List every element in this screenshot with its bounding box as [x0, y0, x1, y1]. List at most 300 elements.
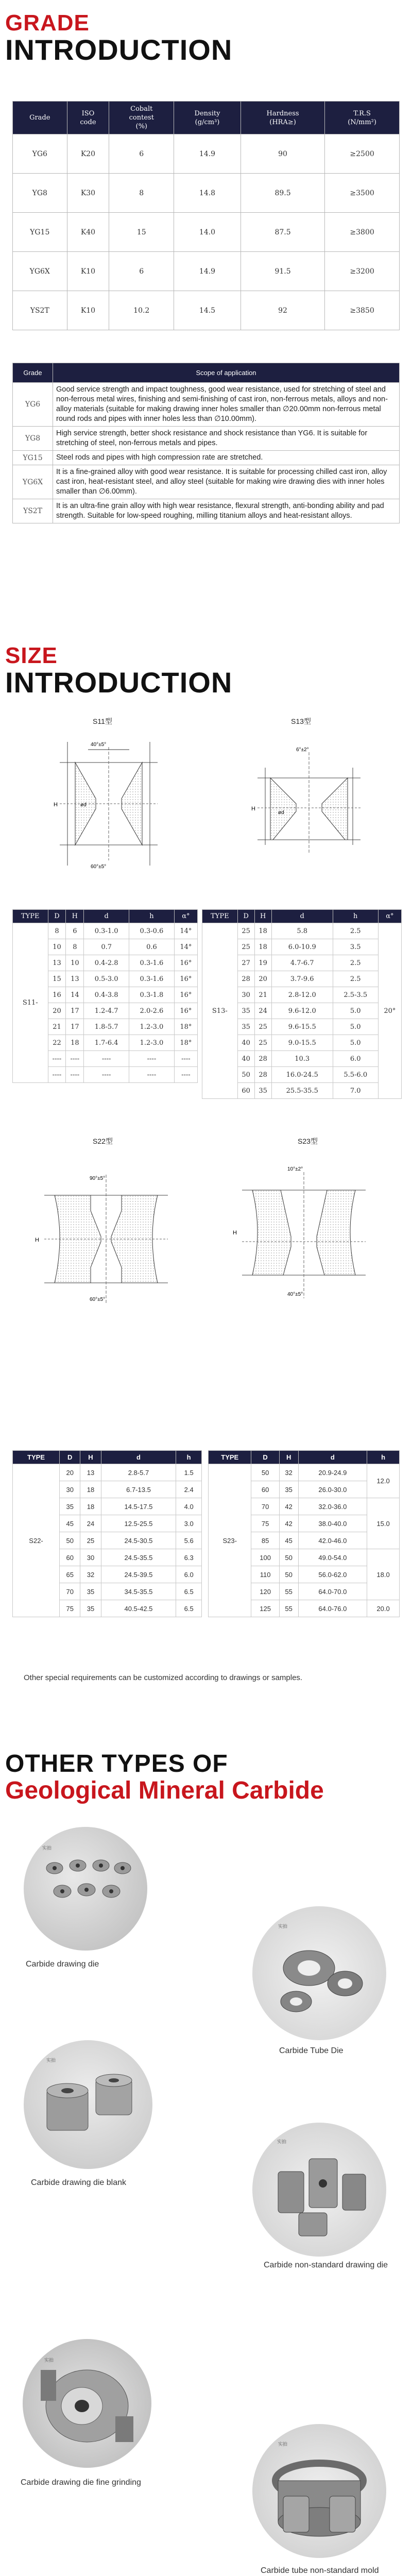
- table-cell: ----: [84, 1051, 129, 1067]
- grade-cell: YG6X: [13, 465, 53, 499]
- table-cell: 35: [254, 1083, 271, 1099]
- table-cell: 60: [237, 1083, 254, 1099]
- table-cell: 56.0-62.0: [298, 1566, 367, 1583]
- table-cell: 18: [254, 923, 271, 939]
- table-cell: 6.7-13.5: [101, 1481, 176, 1498]
- column-header: d: [84, 910, 129, 923]
- s23-table: [208, 1450, 400, 1617]
- table-cell: 2.8-12.0: [271, 987, 333, 1003]
- table-cell: 0.4-2.8: [84, 955, 129, 971]
- table-cell: 14: [66, 987, 84, 1003]
- table-cell: 87.5: [241, 213, 324, 252]
- table-cell: 20: [254, 971, 271, 987]
- application-table: [12, 363, 400, 523]
- table-row: [13, 291, 400, 330]
- grade-table-header: [13, 101, 400, 134]
- table-cell: 6: [66, 923, 84, 939]
- table-cell: 25: [237, 939, 254, 955]
- table-cell: 110: [251, 1566, 279, 1583]
- s11-table-body: [13, 923, 198, 1083]
- column-header: ISO code: [67, 101, 109, 134]
- table-cell: ----: [48, 1067, 66, 1083]
- table-cell: 20: [60, 1464, 80, 1481]
- column-header: Grade: [13, 363, 53, 383]
- table-cell: 27: [237, 955, 254, 971]
- table-cell: YG8: [13, 174, 67, 213]
- s23-table-header: [209, 1451, 400, 1464]
- s22-table-header: [13, 1451, 202, 1464]
- table-cell: 7.0: [333, 1083, 378, 1099]
- table-cell: YG6: [13, 134, 67, 174]
- table-cell: 17: [66, 1019, 84, 1035]
- column-header: TYPE: [202, 910, 238, 923]
- table-cell: 18: [254, 939, 271, 955]
- other-title-red: Geological Mineral Carbide: [5, 1777, 324, 1804]
- table-cell: 9.0-15.5: [271, 1035, 333, 1051]
- column-header: h: [367, 1451, 400, 1464]
- table-cell: 1.5: [176, 1464, 202, 1481]
- table-cell: 92: [241, 291, 324, 330]
- s23-dim-h: H: [233, 1230, 237, 1236]
- column-header: Density (g/cm³): [174, 101, 241, 134]
- table-cell: 45: [60, 1515, 80, 1532]
- application-table-header: [13, 363, 400, 383]
- product-photo: [24, 2040, 152, 2169]
- table-cell: 2.5: [333, 971, 378, 987]
- table-cell: 2.5: [333, 955, 378, 971]
- table-cell: 20: [48, 1003, 66, 1019]
- product-drawing-die: [19, 1824, 152, 1978]
- scope-cell: High service strength, better shock resistance and shock resistance than YG6. It is suitable for stretching of steel, non-ferrous metals and pipes.: [53, 427, 400, 451]
- column-header: D: [60, 1451, 80, 1464]
- column-header: D: [251, 1451, 279, 1464]
- table-row: [13, 451, 400, 465]
- grade-table: [12, 101, 400, 330]
- table-row: [202, 923, 402, 939]
- grade-cell: YG6: [13, 383, 53, 427]
- table-cell: K40: [67, 213, 109, 252]
- s13-dim-h: H: [251, 806, 255, 812]
- table-row: [13, 174, 400, 213]
- alpha-cell: ----: [174, 1051, 197, 1067]
- application-table-body: [13, 383, 400, 523]
- s11-table: [12, 909, 198, 1083]
- table-cell: 55: [279, 1600, 298, 1617]
- alpha-cell: 16°: [174, 971, 197, 987]
- table-cell: 30: [60, 1481, 80, 1498]
- table-cell: 18: [80, 1481, 101, 1498]
- column-header: α°: [378, 910, 401, 923]
- table-cell: 89.5: [241, 174, 324, 213]
- table-cell: ≥3800: [325, 213, 400, 252]
- table-cell: 24: [254, 1003, 271, 1019]
- table-cell: 70: [60, 1583, 80, 1600]
- table-cell: 14.8: [174, 174, 241, 213]
- s23-diagram: [227, 1159, 381, 1314]
- other-title-black: OTHER TYPES OF: [5, 1750, 228, 1777]
- s22-table: [12, 1450, 202, 1617]
- column-header: TYPE: [13, 1451, 60, 1464]
- table-row: [13, 252, 400, 291]
- s11-diagram: [39, 732, 173, 881]
- scope-cell: It is an ultra-fine grain alloy with high wear resistance, flexural strength, anti-bonding ability and pad strength. Suitable for low-speed roughing, milling titanium alloys and heat-resistant alloys.: [53, 499, 400, 523]
- s13-dim-d: ød: [278, 810, 284, 816]
- table-cell: 6: [109, 134, 174, 174]
- table-cell: 1.2-3.0: [129, 1035, 175, 1051]
- product-photo: [252, 2123, 386, 2257]
- product-tag: 实拍: [277, 2139, 287, 2144]
- table-cell: 25.5-35.5: [271, 1083, 333, 1099]
- table-cell: 0.3-1.0: [84, 923, 129, 939]
- table-row: [13, 427, 400, 451]
- table-cell: 35: [80, 1600, 101, 1617]
- table-cell: 120: [251, 1583, 279, 1600]
- table-cell: 5.6: [176, 1532, 202, 1549]
- table-cell: 50: [60, 1532, 80, 1549]
- table-cell: 9.6-15.5: [271, 1019, 333, 1035]
- table-cell: 21: [48, 1019, 66, 1035]
- table-cell: 32: [80, 1566, 101, 1583]
- alpha-cell: 16°: [174, 955, 197, 971]
- table-cell: 16.0-24.5: [271, 1067, 333, 1083]
- s11-label: S11型: [93, 717, 112, 725]
- table-row: [209, 1464, 400, 1481]
- table-cell: 10.2: [109, 291, 174, 330]
- table-cell: 28: [254, 1051, 271, 1067]
- h-cell: 15.0: [367, 1498, 400, 1549]
- table-cell: 1.2-4.7: [84, 1003, 129, 1019]
- alpha-cell: 14°: [174, 923, 197, 939]
- table-cell: 35: [237, 1003, 254, 1019]
- scope-cell: Steel rods and pipes with high compression rate are stretched.: [53, 451, 400, 465]
- column-header: d: [271, 910, 333, 923]
- table-cell: 24.5-39.5: [101, 1566, 176, 1583]
- table-cell: 40.5-42.5: [101, 1600, 176, 1617]
- s23-angle-top: 10°±2°: [287, 1166, 303, 1172]
- table-cell: 60: [60, 1549, 80, 1566]
- table-cell: 30: [80, 1549, 101, 1566]
- table-cell: 9.6-12.0: [271, 1003, 333, 1019]
- table-cell: 50: [251, 1464, 279, 1481]
- alpha-cell: 16°: [174, 987, 197, 1003]
- table-cell: 35: [80, 1583, 101, 1600]
- table-cell: 25: [237, 923, 254, 939]
- table-cell: 5.0: [333, 1003, 378, 1019]
- table-cell: K10: [67, 252, 109, 291]
- s23-table-body: [209, 1464, 400, 1617]
- table-cell: 5.0: [333, 1019, 378, 1035]
- table-cell: 24.5-35.5: [101, 1549, 176, 1566]
- table-cell: 65: [60, 1566, 80, 1583]
- table-cell: 25: [254, 1035, 271, 1051]
- table-cell: 40: [237, 1051, 254, 1067]
- grade-cell: YG8: [13, 427, 53, 451]
- table-cell: 14.5-17.5: [101, 1498, 176, 1515]
- table-cell: 3.5: [333, 939, 378, 955]
- table-cell: YG6X: [13, 252, 67, 291]
- alpha-cell: 18°: [174, 1019, 197, 1035]
- product-caption: Carbide non-standard drawing die: [264, 2261, 388, 2269]
- product-fine-grinding: [15, 2339, 160, 2499]
- table-cell: 8: [109, 174, 174, 213]
- column-header: T.R.S (N/mm²): [325, 101, 400, 134]
- table-cell: 42.0-46.0: [298, 1532, 367, 1549]
- product-caption: Carbide drawing die fine grinding: [21, 2478, 141, 2487]
- table-cell: 21: [254, 987, 271, 1003]
- product-caption: Carbide tube non-standard mold: [261, 2566, 379, 2575]
- table-row: [13, 213, 400, 252]
- table-cell: 6.5: [176, 1583, 202, 1600]
- table-cell: 0.5-3.0: [84, 971, 129, 987]
- table-cell: 75: [251, 1515, 279, 1532]
- table-cell: ----: [129, 1051, 175, 1067]
- table-cell: 6.3: [176, 1549, 202, 1566]
- table-cell: 25: [254, 1019, 271, 1035]
- table-cell: 64.0-76.0: [298, 1600, 367, 1617]
- table-cell: 85: [251, 1532, 279, 1549]
- table-cell: 6.0-10.9: [271, 939, 333, 955]
- table-cell: 2.4: [176, 1481, 202, 1498]
- table-cell: 125: [251, 1600, 279, 1617]
- s22-dim-h: H: [35, 1237, 39, 1243]
- s22-angle-bottom: 60°±5°: [90, 1297, 106, 1302]
- table-cell: 1.7-6.4: [84, 1035, 129, 1051]
- table-cell: K30: [67, 174, 109, 213]
- table-cell: 91.5: [241, 252, 324, 291]
- table-cell: ----: [84, 1067, 129, 1083]
- s23-label: S23型: [298, 1137, 318, 1145]
- table-cell: 22: [48, 1035, 66, 1051]
- table-cell: 20.9-24.9: [298, 1464, 367, 1481]
- type-cell: S22-: [13, 1464, 60, 1617]
- table-cell: 6.5: [176, 1600, 202, 1617]
- column-header: Scope of application: [53, 363, 400, 383]
- table-cell: 50: [279, 1549, 298, 1566]
- column-header: Hardness (HRA≥): [241, 101, 324, 134]
- table-cell: 45: [279, 1532, 298, 1549]
- table-cell: 12.5-25.5: [101, 1515, 176, 1532]
- column-header: d: [101, 1451, 176, 1464]
- product-tag: 实拍: [278, 1924, 288, 1929]
- table-cell: 10: [48, 939, 66, 955]
- s11-table-header: [13, 910, 198, 923]
- column-header: h: [333, 910, 378, 923]
- alpha-cell: 16°: [174, 1003, 197, 1019]
- s11-angle-top: 40°±5°: [91, 742, 107, 748]
- table-cell: 0.3-1.6: [129, 955, 175, 971]
- table-cell: 35: [279, 1481, 298, 1498]
- s13-angle-top: 6°±2°: [296, 747, 309, 753]
- table-cell: 0.4-3.8: [84, 987, 129, 1003]
- custom-note: Other special requirements can be customized according to drawings or samples.: [24, 1673, 303, 1682]
- table-cell: 13: [48, 955, 66, 971]
- product-photo: [252, 2424, 386, 2558]
- column-header: Grade: [13, 101, 67, 134]
- table-cell: 5.0: [333, 1035, 378, 1051]
- type-cell: S11-: [13, 923, 48, 1083]
- product-tag: 实拍: [278, 2442, 288, 2447]
- table-cell: 10.3: [271, 1051, 333, 1067]
- table-cell: 0.3-1.8: [129, 987, 175, 1003]
- table-row: [13, 1464, 202, 1481]
- table-cell: YG15: [13, 213, 67, 252]
- table-cell: K20: [67, 134, 109, 174]
- table-cell: 49.0-54.0: [298, 1549, 367, 1566]
- s22-angle-top: 90°±5°: [90, 1176, 106, 1181]
- s11-angle-bottom: 60°±5°: [91, 864, 107, 870]
- type-cell: S23-: [209, 1464, 251, 1617]
- table-cell: ≥2500: [325, 134, 400, 174]
- product-non-standard-drawing-die: [244, 2123, 399, 2277]
- product-tag: 实拍: [46, 2058, 56, 2063]
- table-cell: 3.0: [176, 1515, 202, 1532]
- table-cell: ≥3850: [325, 291, 400, 330]
- table-cell: 4.7-6.7: [271, 955, 333, 971]
- table-cell: ----: [48, 1051, 66, 1067]
- table-cell: 1.8-5.7: [84, 1019, 129, 1035]
- table-cell: 14.0: [174, 213, 241, 252]
- size-title-black: INTRODUCTION: [5, 666, 233, 699]
- product-photo: [252, 1906, 386, 2040]
- grade-title-red: GRADE: [5, 10, 90, 36]
- table-cell: 1.2-3.0: [129, 1019, 175, 1035]
- s22-label: S22型: [93, 1137, 113, 1145]
- alpha-cell: 20°: [378, 923, 401, 1099]
- s23-angle-bottom: 40°±5°: [287, 1292, 303, 1297]
- scope-cell: It is a fine-grained alloy with good wear resistance. It is suitable for processing chilled cast iron, alloy cast iron, heat-resistant steel, and alloy steel (suitable for making wire drawing dies with inner holes smaller than ∅6.00mm).: [53, 465, 400, 499]
- table-cell: 13: [66, 971, 84, 987]
- product-tag: 实拍: [42, 1845, 52, 1851]
- table-cell: 75: [60, 1600, 80, 1617]
- grade-title-black: INTRODUCTION: [5, 33, 233, 66]
- column-header: Cobalt contest (%): [109, 101, 174, 134]
- table-cell: 5.8: [271, 923, 333, 939]
- table-cell: ----: [66, 1051, 84, 1067]
- h-cell: 18.0: [367, 1549, 400, 1600]
- table-cell: 34.5-35.5: [101, 1583, 176, 1600]
- table-cell: 90: [241, 134, 324, 174]
- table-cell: 35: [237, 1019, 254, 1035]
- grade-heading: [5, 11, 232, 65]
- table-cell: 42: [279, 1515, 298, 1532]
- product-photo: [23, 2339, 151, 2468]
- product-tube-die: [242, 1906, 397, 2061]
- table-cell: 35: [60, 1498, 80, 1515]
- column-header: H: [279, 1451, 298, 1464]
- s11-dim-d: ød: [80, 802, 87, 808]
- table-cell: 0.7: [84, 939, 129, 955]
- table-cell: 50: [237, 1067, 254, 1083]
- s13-table: [202, 909, 402, 1099]
- table-cell: 26.0-30.0: [298, 1481, 367, 1498]
- column-header: TYPE: [209, 1451, 251, 1464]
- table-cell: 55: [279, 1583, 298, 1600]
- table-cell: 28: [254, 1067, 271, 1083]
- table-cell: 2.0-2.6: [129, 1003, 175, 1019]
- size-title-red: SIZE: [5, 643, 58, 668]
- table-cell: 60: [251, 1481, 279, 1498]
- s13-table-body: [202, 923, 402, 1099]
- s22-table-body: [13, 1464, 202, 1617]
- column-header: d: [298, 1451, 367, 1464]
- table-row: [13, 923, 198, 939]
- column-header: h: [176, 1451, 202, 1464]
- other-heading: [5, 1751, 324, 1804]
- table-cell: 38.0-40.0: [298, 1515, 367, 1532]
- table-cell: 32.0-36.0: [298, 1498, 367, 1515]
- table-cell: 6.0: [333, 1051, 378, 1067]
- table-cell: 15: [48, 971, 66, 987]
- scope-cell: Good service strength and impact toughness, good wear resistance, used for stretching of steel and non-ferrous metal wires, finishing and semi-finishing of cast iron, non-ferrous metals, alloys and non-alloy materials (suitable for making drawing inner holes smaller than ∅20.00mm non-ferrous metal round rods and pipes with inner holes less than ∅10.00mm).: [53, 383, 400, 427]
- table-cell: ≥3200: [325, 252, 400, 291]
- grade-cell: YG15: [13, 451, 53, 465]
- table-cell: 42: [279, 1498, 298, 1515]
- s22-diagram: [29, 1159, 183, 1314]
- table-cell: 8: [48, 923, 66, 939]
- table-cell: 15: [109, 213, 174, 252]
- table-cell: 4.0: [176, 1498, 202, 1515]
- table-cell: 24.5-30.5: [101, 1532, 176, 1549]
- table-cell: 28: [237, 971, 254, 987]
- alpha-cell: 14°: [174, 939, 197, 955]
- column-header: D: [237, 910, 254, 923]
- type-cell: S13-: [202, 923, 238, 1099]
- product-tube-non-standard-mold: [242, 2424, 397, 2576]
- table-cell: 100: [251, 1549, 279, 1566]
- table-row: [13, 499, 400, 523]
- alpha-cell: 18°: [174, 1035, 197, 1051]
- product-caption: Carbide drawing die blank: [31, 2178, 126, 2187]
- table-row: [13, 134, 400, 174]
- table-cell: 17: [66, 1003, 84, 1019]
- table-cell: ----: [66, 1067, 84, 1083]
- table-cell: 14.9: [174, 134, 241, 174]
- alpha-cell: ----: [174, 1067, 197, 1083]
- product-caption: Carbide Tube Die: [279, 2046, 344, 2055]
- table-cell: 5.5-6.0: [333, 1067, 378, 1083]
- table-cell: 0.3-1.6: [129, 971, 175, 987]
- column-header: D: [48, 910, 66, 923]
- table-cell: 24: [80, 1515, 101, 1532]
- table-cell: 0.6: [129, 939, 175, 955]
- h-cell: 12.0: [367, 1464, 400, 1498]
- column-header: H: [254, 910, 271, 923]
- column-header: α°: [174, 910, 197, 923]
- table-cell: 18: [66, 1035, 84, 1051]
- table-cell: 6: [109, 252, 174, 291]
- table-cell: 19: [254, 955, 271, 971]
- column-header: H: [80, 1451, 101, 1464]
- table-cell: 70: [251, 1498, 279, 1515]
- grade-table-body: [13, 134, 400, 330]
- table-row: [13, 465, 400, 499]
- table-cell: 40: [237, 1035, 254, 1051]
- table-cell: 32: [279, 1464, 298, 1481]
- product-caption: Carbide drawing die: [26, 1960, 99, 1969]
- s13-table-header: [202, 910, 402, 923]
- table-cell: 25: [80, 1532, 101, 1549]
- table-cell: 6.0: [176, 1566, 202, 1583]
- table-cell: 30: [237, 987, 254, 1003]
- table-cell: 18: [80, 1498, 101, 1515]
- table-cell: ≥3500: [325, 174, 400, 213]
- column-header: H: [66, 910, 84, 923]
- table-cell: 2.8-5.7: [101, 1464, 176, 1481]
- table-cell: 50: [279, 1566, 298, 1583]
- grade-cell: YS2T: [13, 499, 53, 523]
- table-cell: 2.5-3.5: [333, 987, 378, 1003]
- table-cell: 16: [48, 987, 66, 1003]
